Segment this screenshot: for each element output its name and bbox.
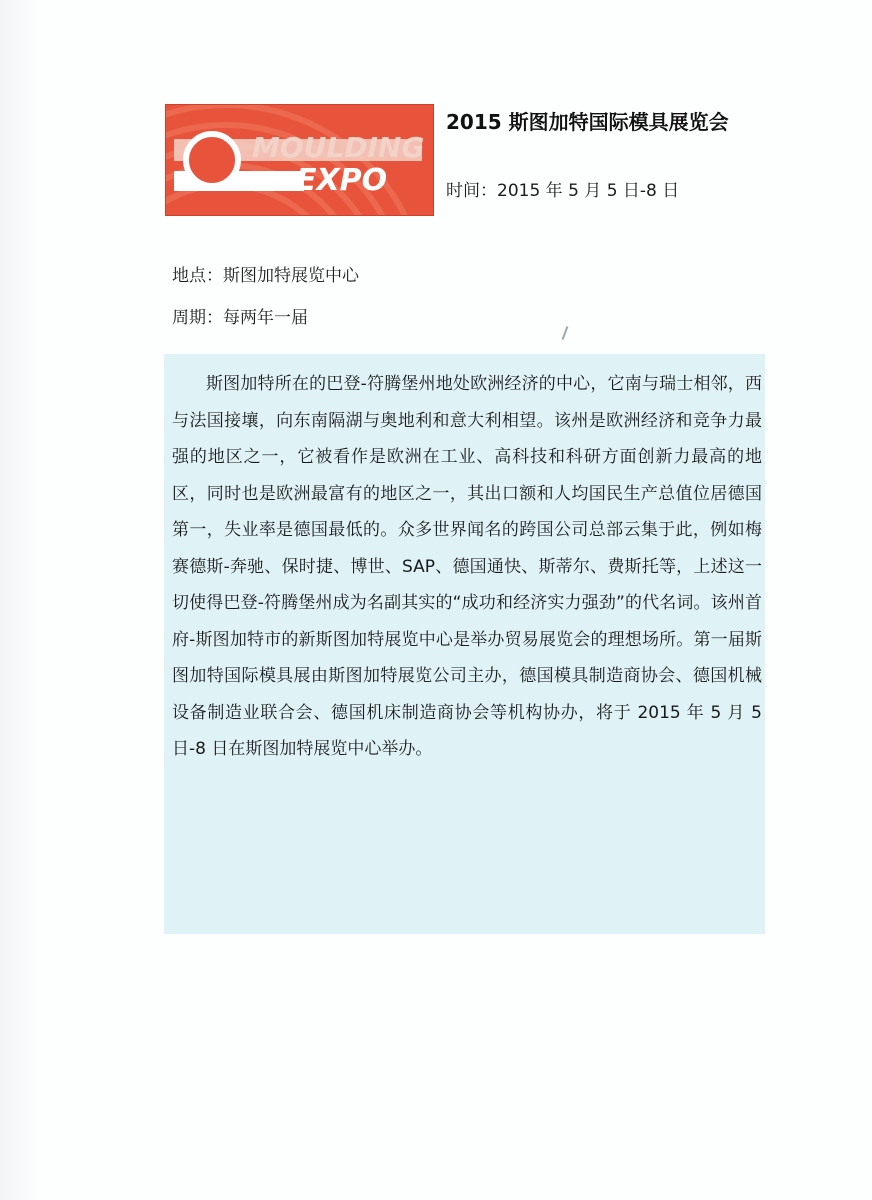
logo-text-moulding: MOULDING [252, 131, 425, 164]
event-time: 时间：2015 年 5 月 5 日-8 日 [446, 181, 680, 201]
moulding-expo-logo [165, 104, 434, 216]
logo-text-expo: EXPO [296, 163, 388, 198]
event-period: 周期：每两年一届 [172, 308, 308, 328]
body-paragraph: 斯图加特所在的巴登-符腾堡州地处欧洲经济的中心，它南与瑞士相邻，西与法国接壤，向东南隔湖与奥地利和意大利相望。该州是欧洲经济和竞争力最强的地区之一，它被看作是欧洲在工业、高科技和科研方面创新力最高的地区，同时也是欧洲最富有的地区之一，其出口额和人均国民生产总值位居德国第一，失业率是德国最低的。众多世界闻名的跨国公司总部云集于此，例如梅赛德斯-奔驰、保时捷、博世、SAP、德国通快、斯蒂尔、费斯托等，上述这一切使得巴登-符腾堡州成为名副其实的“成功和经济实力强劲”的代名词。该州首府-斯图加特市的新斯图加特展览中心是举办贸易展览会的理想场所。第一届斯图加特国际模具展由斯图加特展览公司主办，德国模具制造商协会、德国机械设备制造业联合会、德国机床制造商协会等机构协办，将于 2015 年 5 月 5 日-8 日在斯图加特展览中心举办。 [172, 374, 762, 759]
page-title: 2015 斯图加特国际模具展览会 [446, 110, 729, 134]
scan-mark [562, 326, 569, 340]
event-location: 地点：斯图加特展览中心 [172, 266, 359, 286]
scan-edge [0, 0, 40, 1200]
